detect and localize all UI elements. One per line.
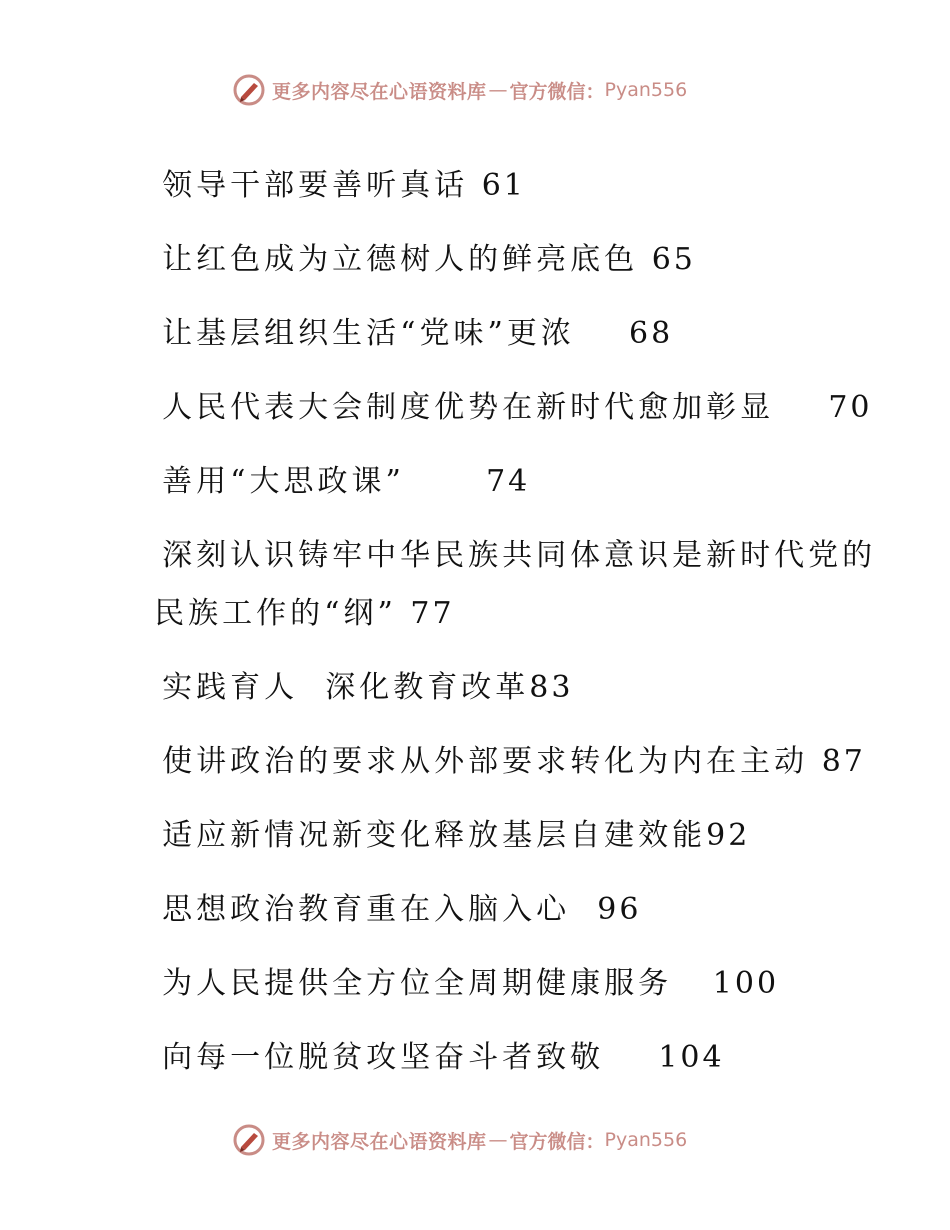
toc-entry-page: 104 [658,1040,725,1075]
toc-entry-title: 向每一位脱贫攻坚奋斗者致敬 [162,1040,605,1075]
toc-entry-title: 为人民提供全方位全周期健康服务 [162,966,673,1001]
toc-entry-page: 77 [410,596,455,631]
toc-entry-title: 实践育人 深化教育改革 [162,670,530,705]
toc-entry-title: 思想政治教育重在入脑入心 [162,892,571,927]
watermark-wechat-id: Pyan556 [604,1129,688,1151]
watermark-banner-top [232,72,687,108]
watermark-banner-bottom [232,1122,687,1158]
toc-entry-page: 83 [529,670,574,705]
toc-entry-page: 68 [629,316,674,351]
toc-entry-separator [774,390,828,425]
toc-entry-page: 70 [828,390,873,425]
toc-entry-separator [575,316,629,351]
toc-entry-title: 善用“大思政课” [162,464,405,499]
toc-entry-separator [468,168,482,203]
watermark-text: 更多内容尽在心语资料库 [272,1130,487,1153]
toc-entry-title: 领导干部要善听真话 [162,168,469,203]
watermark-dash: — [488,1129,508,1151]
pen-logo-icon [232,1123,266,1157]
watermark-text: 更多内容尽在心语资料库 [272,80,487,103]
toc-entry-title: 深刻认识铸牢中华民族共同体意识是新时代党的 [162,538,877,573]
toc-entry-title: 让红色成为立德树人的鲜亮底色 [162,242,639,277]
toc-entry-title: 使讲政治的要求从外部要求转化为内在主动 [162,744,809,779]
toc-entry-page: 92 [706,818,751,853]
toc-entry-title: 人民代表大会制度优势在新时代愈加彰显 [162,390,775,425]
toc-entry-separator [604,1040,658,1075]
toc-entry-page: 100 [712,966,780,1001]
watermark-wechat-id: Pyan556 [604,79,688,101]
toc-entry-page: 74 [486,464,531,499]
toc-entry-title: 民族工作的“纲” [154,596,397,631]
toc-entry-separator [405,464,486,499]
toc-entry-separator [570,892,597,927]
toc-entry-separator [672,966,713,1001]
toc-entry-page: 61 [481,168,526,203]
watermark-dash: — [488,79,508,101]
toc-entry-page: 87 [821,744,866,779]
toc-entry-page: 96 [597,892,642,927]
toc-entry-separator [397,596,411,631]
toc-entry-title: 适应新情况新变化释放基层自建效能 [162,818,707,853]
toc-entry [108,998,725,1118]
pen-logo-icon [232,73,266,107]
toc-entry-separator [808,744,822,779]
watermark-wechat-label: 官方微信： [509,80,605,103]
toc-entry-page: 65 [651,242,696,277]
watermark-wechat-label: 官方微信： [509,1130,605,1153]
toc-entry-title: 让基层组织生活“党味”更浓 [162,316,575,351]
toc-entry-separator [638,242,652,277]
